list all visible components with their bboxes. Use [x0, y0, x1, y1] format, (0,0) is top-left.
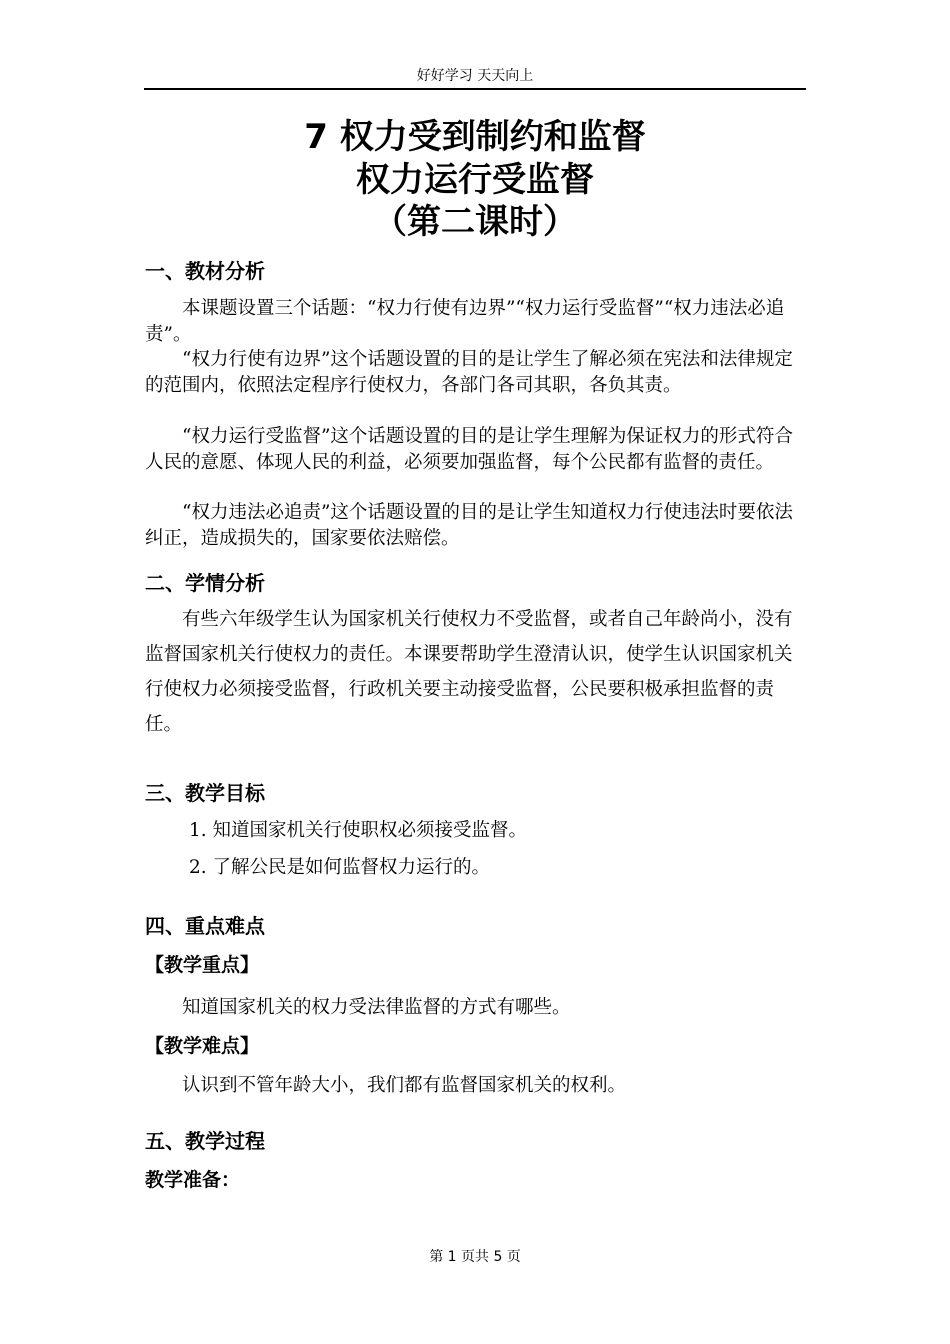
goal-item: 1. 知道国家机关行使职权必须接受监督。: [189, 820, 528, 841]
textbook-paragraph: “权力行使有边界”这个话题设置的目的是让学生了解必须在宪法和法律规定的范围内，依照法定程序行使权力，各部门各司其职，各负其责。: [145, 349, 793, 396]
section-heading-key-points: 四、重点难点: [145, 914, 265, 938]
document-subtitle: 权力运行受监督: [356, 160, 594, 200]
textbook-paragraph: “权力违法必追责”这个话题设置的目的是让学生知道权力行使违法时要依法纠正，造成损失的，国家要依法赔偿。: [145, 502, 793, 549]
lesson-period: （第二课时）: [373, 202, 577, 242]
section-heading-teaching-goals: 三、教学目标: [145, 781, 265, 805]
key-point-text: 知道国家机关的权力受法律监督的方式有哪些。: [182, 997, 571, 1018]
document-title: 7 权力受到制约和监督: [304, 117, 646, 157]
textbook-paragraph: 本课题设置三个话题：“权力行使有边界”“权力运行受监督”“权力违法必追责”。: [145, 298, 785, 345]
key-point-label: 【教学重点】: [145, 954, 260, 976]
textbook-paragraph: “权力运行受监督”这个话题设置的目的是让学生理解为保证权力的形式符合人民的意愿、体现人民的利益，必须要加强监督，每个公民都有监督的责任。: [145, 426, 793, 473]
goal-item: 2. 了解公民是如何监督权力运行的。: [189, 857, 491, 878]
teaching-preparation-label: 教学准备：: [145, 1169, 241, 1191]
header-divider: [144, 88, 806, 90]
student-analysis-paragraph: 有些六年级学生认为国家机关行使权力不受监督，或者自己年龄尚小，没有监督国家机关行使权力的责任。本课要帮助学生澄清认识，使学生认识国家机关行使权力必须接受监督，行政机关要主动接受监督，公民要积极承担监督的责任。: [145, 609, 793, 735]
page-header: 好好学习 天天向上: [416, 68, 534, 84]
page-footer: 第 1 页共 5 页: [429, 1249, 521, 1265]
section-heading-textbook-analysis: 一、教材分析: [145, 259, 265, 283]
difficulty-label: 【教学难点】: [145, 1035, 260, 1057]
difficulty-text: 认识到不管年龄大小，我们都有监督国家机关的权利。: [182, 1075, 627, 1096]
section-heading-student-analysis: 二、学情分析: [145, 571, 265, 595]
section-heading-teaching-process: 五、教学过程: [145, 1129, 265, 1153]
